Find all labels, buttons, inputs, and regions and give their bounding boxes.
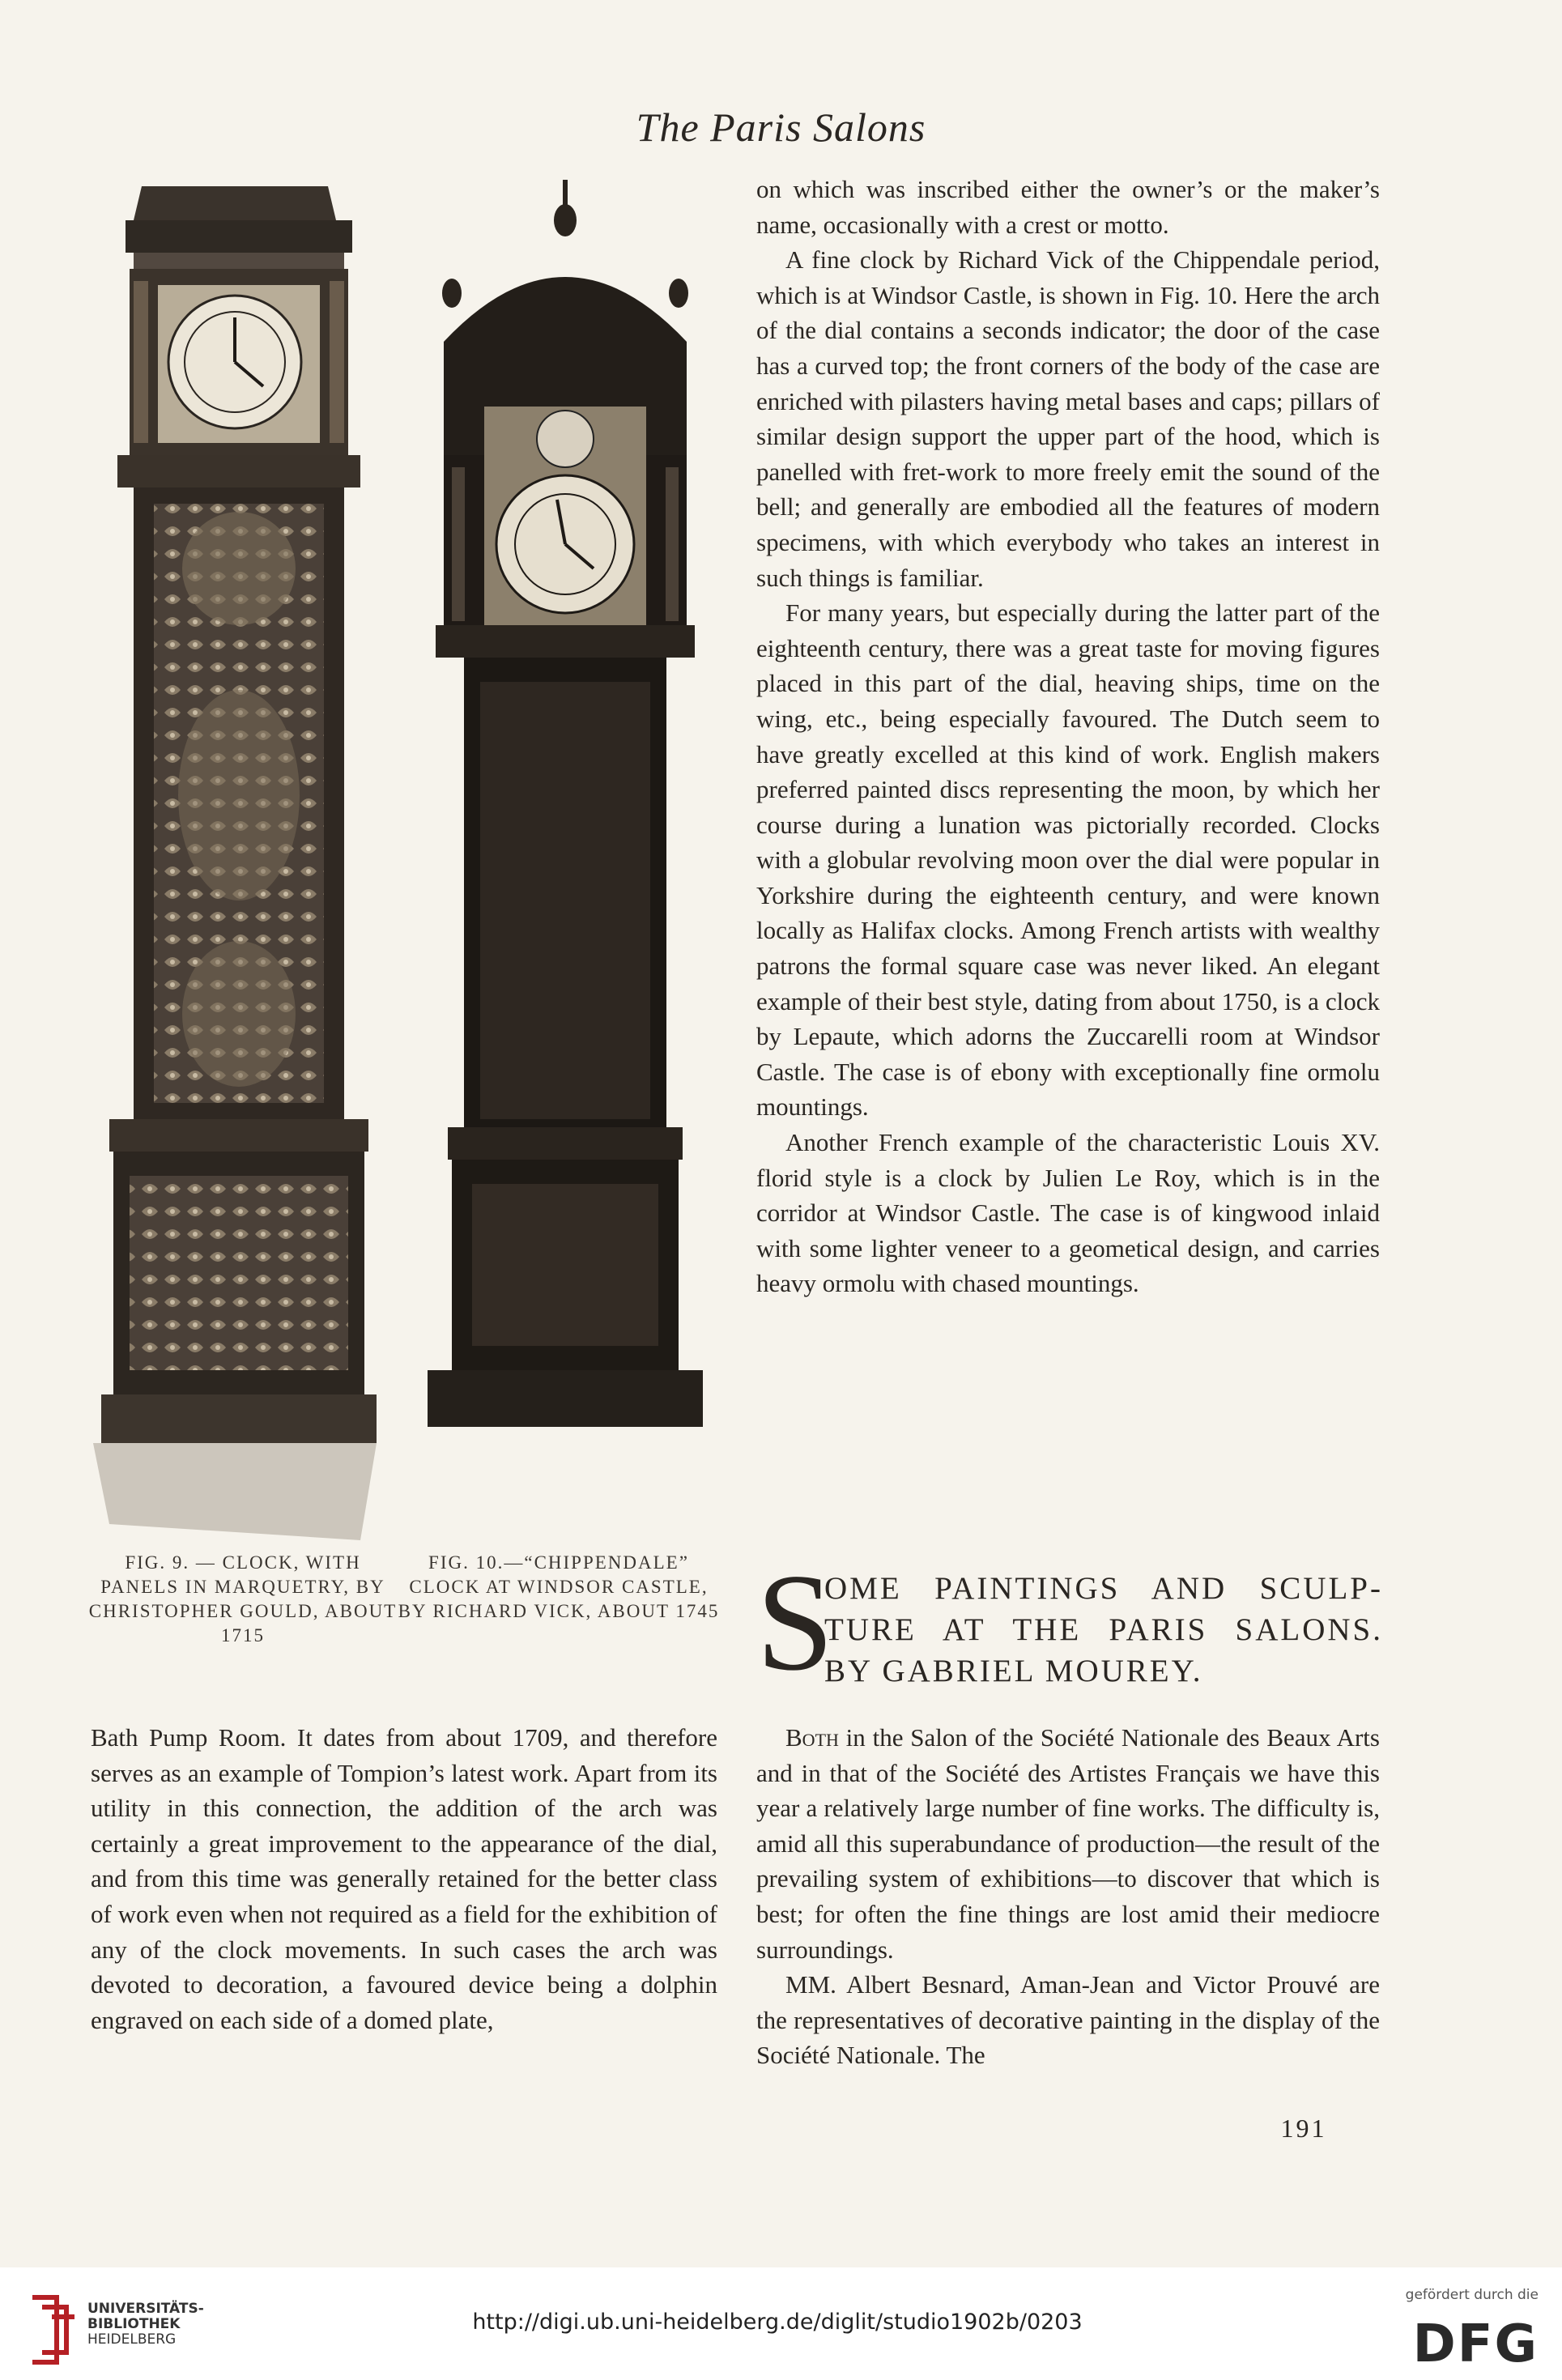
clock-illustration-fig9 [93,180,377,1540]
body-text-right-upper [756,172,1380,1301]
running-head: The Paris Salons [636,104,926,150]
drop-cap: S [756,1546,834,1700]
figure-caption-fig9: FIG. 9. — CLOCK, WITH PANELS IN MARQUETRY, BY CHRISTOPHER GOULD, ABOUT 1715 [88,1552,398,1646]
article-title [824,1568,1383,1692]
lead-word: Both [785,1723,839,1752]
paragraph: on which was inscribed either the owner’s or the maker’s name, occasionally with a crest or motto. [756,175,1380,239]
paragraph: A fine clock by Richard Vick of the Chippendale period, which is at Windsor Castle, is shown in Fig. 10. Here the arch of the dial contains a seconds indicator; the door of the case has a curved top; the front corners of the body of the case are enriched with pilasters having metal bases and caps; pillars of similar design support the upper part of the hood, which is panelled with fret-work to more freely emit the sound of the bell; and generally are embodied all the features of modern specimens, with which everybody who takes an interest in such things is familiar. [756,245,1380,592]
paragraph: MM. Albert Besnard, Aman-Jean and Victor Prouvé are the representatives of decorative painting in the display of the Société Nationale. The [756,1970,1380,2070]
library-logo-icon[interactable] [24,2289,81,2370]
paragraph [756,1720,1380,1967]
permalink-url[interactable]: http://digi.ub.uni-heidelberg.de/diglit/studio1902b/0203 [472,2310,1083,2335]
title-line: TURE AT THE PARIS SALONS. [824,1612,1383,1647]
body-text-bottom-left [91,1720,717,2037]
clock-illustration-fig10 [428,180,703,1427]
funding-note: gefördert durch die [1405,2287,1539,2303]
library-name [87,2301,204,2348]
paragraph: Bath Pump Room. It dates from about 1709, and therefore serves as an example of Tompion’s latest work. Apart from its utility in this connection, the addition of the arch was certainly a great improvement to the appearance of the dial, and from this time was generally retained for the better class of work even when not required as a field for the exhibition of any of the clock movements. In such cases the arch was devoted to decoration, a favoured device being a dolphin engraved on each side of a domed plate, [91,1723,717,2034]
figure-caption-fig10: FIG. 10.—“CHIPPENDALE” CLOCK AT WINDSOR CASTLE, BY RICHARD VICK, ABOUT 1745 [398,1552,720,1621]
paragraph: Another French example of the characteristic Louis XV. florid style is a clock by Julien Le Roy, which is in the corridor at Windsor Castle. The case is of kingwood inlaid with some lighter veneer to a geometical design, and carries heavy ormolu with chased mountings. [756,1128,1380,1298]
body-text-bottom-right [756,1720,1380,2073]
page-number: 191 [1280,2114,1327,2143]
paragraph: For many years, but especially during the latter part of the eighteenth century, there was a great taste for moving figures placed in this part of the dial, heaving ships, time on the wing, etc., being especially favoured. The Dutch seem to have greatly excelled at this kind of work. English makers preferred painted discs representing the moon, by which her course during a lunation was pictorially recorded. Clocks with a globular revolving moon over the dial were popular in Yorkshire during the eighteenth century, and were known locally as Halifax clocks. Among French artists with wealthy patrons the formal square case was never liked. An elegant example of their best style, dating from about 1750, is a clock by Lepaute, which adorns the Zuccarelli room at Windsor Castle. The case is of ebony with exceptionally fine ormolu mountings. [756,598,1380,1122]
article-heading [756,1546,1383,1700]
library-name-line: HEIDELBERG [87,2331,177,2348]
paragraph-text: in the Salon of the Société Nationale des Beaux Arts and in that of the Société des Artistes Français we have this year a relatively large number of fine works. The difficulty is, amid all this superabundance of production—the result of the prevailing system of exhibitions—to discover that which is best; for often the fine things are lost amid their mediocre surroundings. [756,1723,1380,1964]
library-name-line: UNIVERSITÄTS- [87,2301,204,2317]
author-line: BY GABRIEL MOUREY. [824,1654,1203,1688]
library-name-line: BIBLIOTHEK [87,2316,181,2332]
title-line: OME PAINTINGS AND SCULP- [824,1571,1383,1606]
dfg-logo[interactable]: DFG [1412,2314,1539,2374]
